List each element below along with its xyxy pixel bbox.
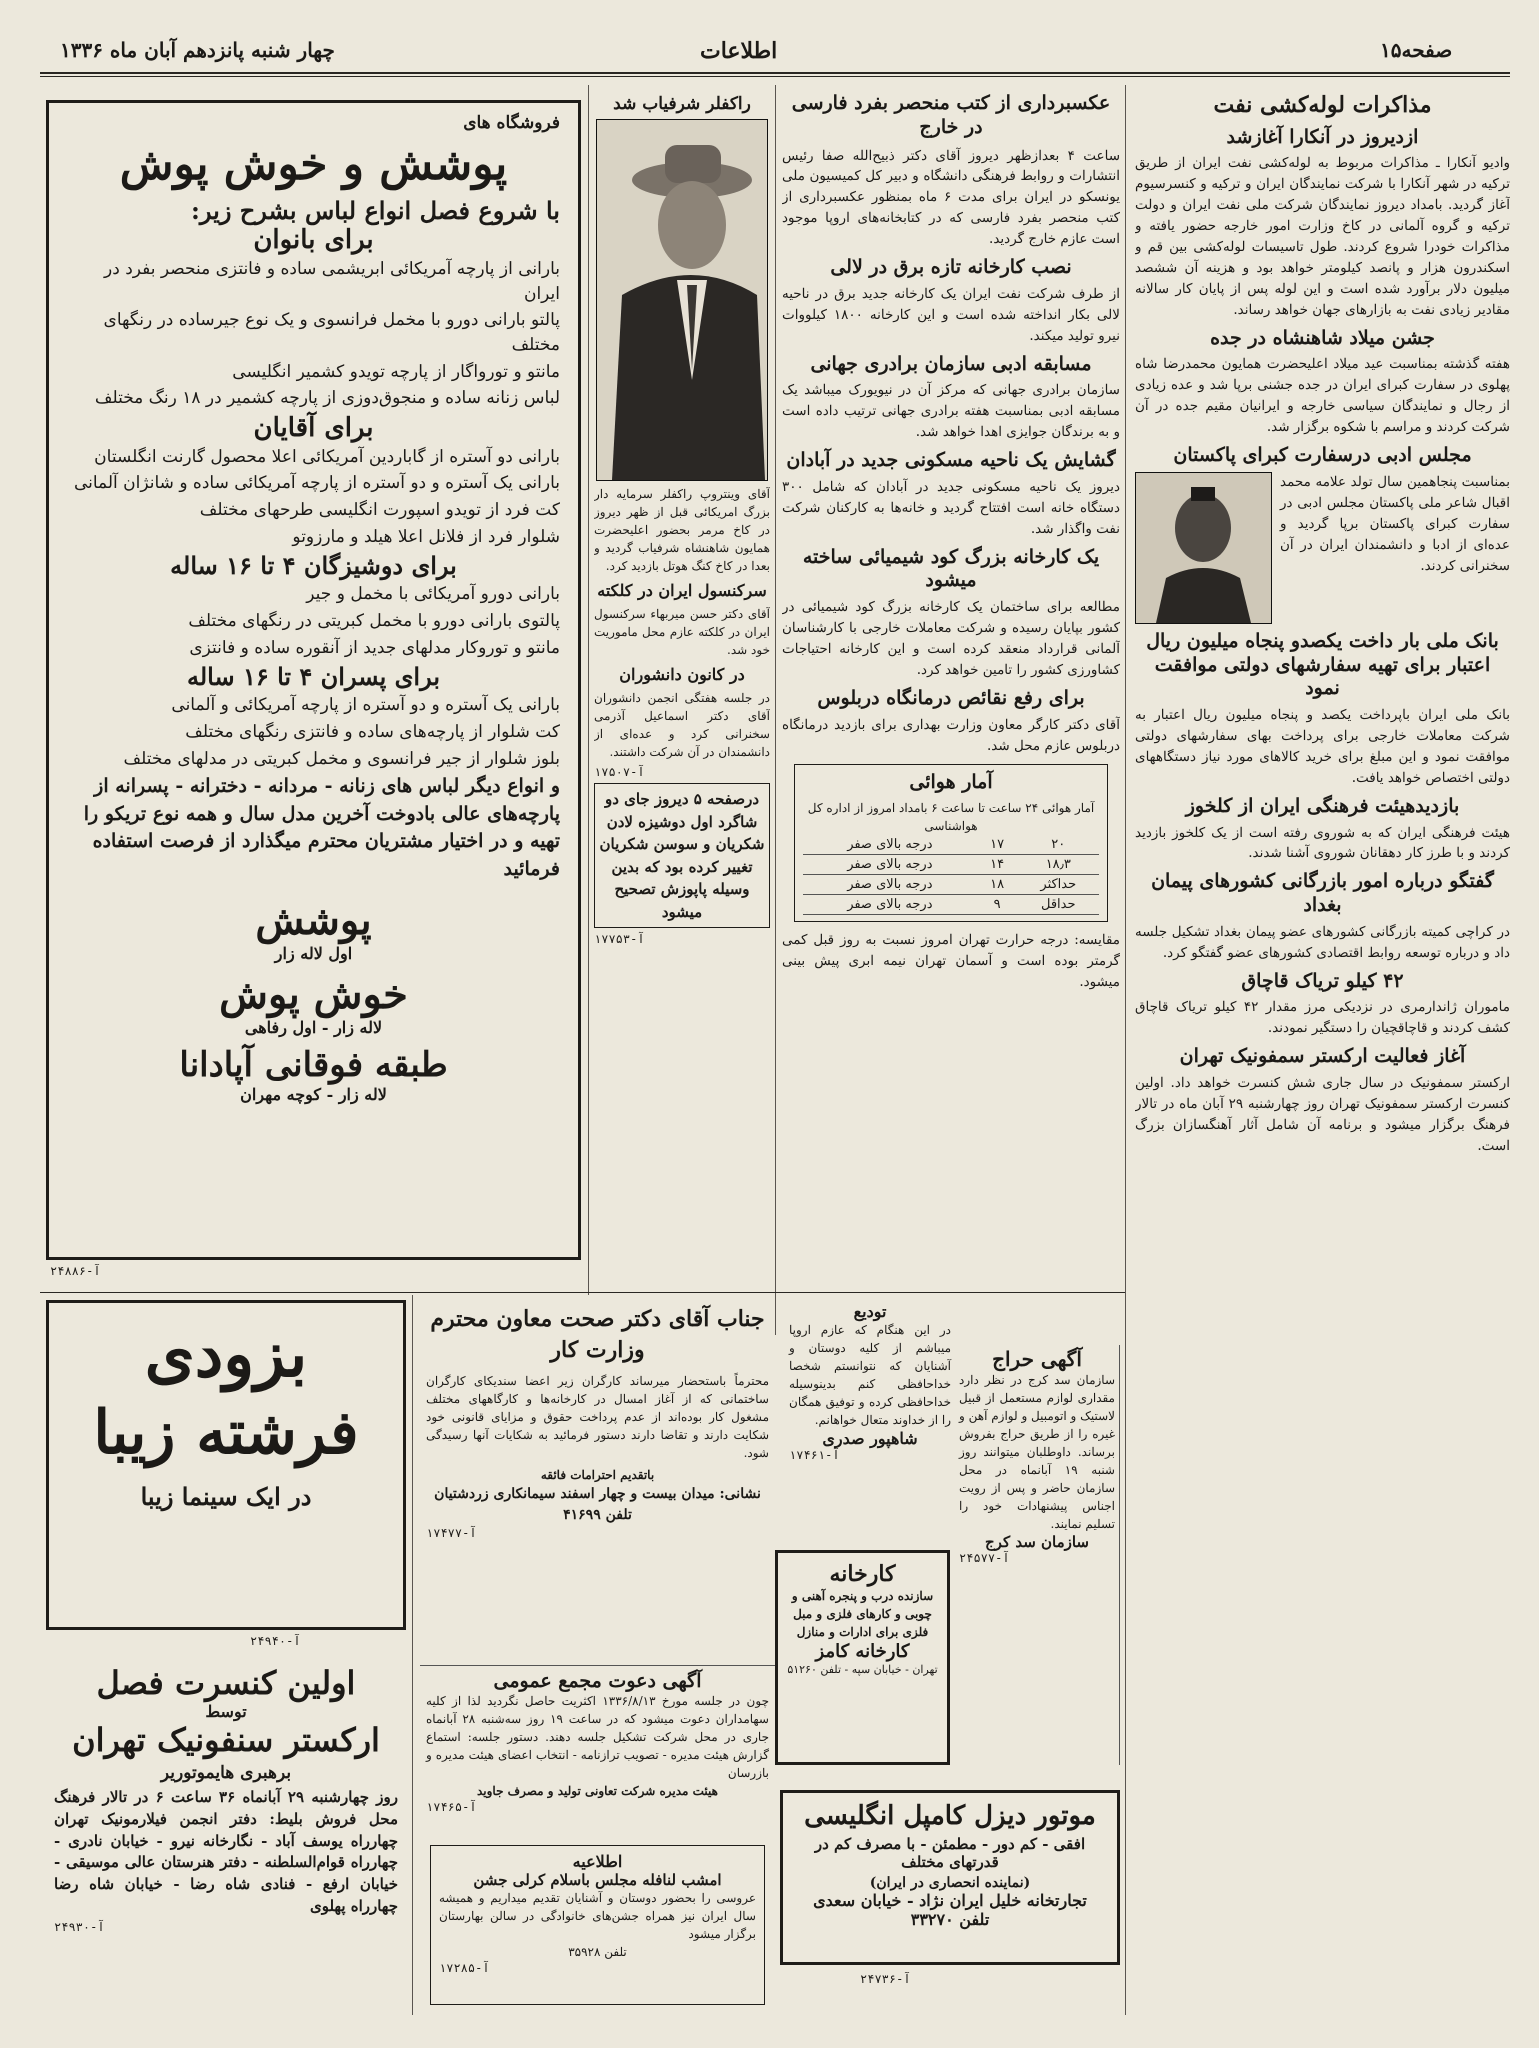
weather-note: مقایسه: درجه حرارت تهران امروز نسبت به روز قبل کمی گرمتر بوده است و آسمان تهران نیمه ابری پیش بینی میشود.	[782, 932, 1120, 991]
concert-by: توسط	[205, 1702, 247, 1721]
weather-title: آمار هوائی	[909, 771, 993, 794]
factory-brand: کارخانه کامز	[815, 1641, 910, 1662]
weather-row: ۲۰ ۱۷ درجه بالای صفر	[803, 835, 1099, 855]
concert-details: روز چهارشنبه ۲۹ آبانماه ۳۶ ساعت ۶ در تالار فرهنگ محل فروش بلیط: دفتر انجمن فیلارمونیک تهران چهارراه یوسف آباد - نگارخانه نیرو - خیابان نادری - چهارراه قوام‌السلطنه - دفتر هنرستان عالی موسیقی - خیابان ارفع - فنادی شاه رضا - خیابان شاه رضا چهارراه پهلوی	[54, 1788, 398, 1915]
ad-code: آ-۱۷۴۶۱	[789, 1448, 840, 1462]
column-divider	[1125, 85, 1126, 2015]
subheadline: گفتگو درباره امور بازرگانی کشورهای پیمان بغداد	[1151, 870, 1494, 917]
engine-company: تجارتخانه خلیل ایران نژاد - خیابان سعدی	[813, 1891, 1087, 1910]
ad-code: آ-۱۷۵۰۷	[594, 765, 645, 780]
issue-date: چهار شنبه پانزدهم آبان ماه ۱۳۳۶	[60, 38, 335, 62]
subheadline: بازدیدهیئت فرهنگی ایران از کلخوز	[1185, 794, 1460, 817]
news-column-1	[1135, 88, 1510, 2013]
store-address-1: اول لاله زار	[274, 944, 353, 964]
announcement-box	[430, 1845, 765, 2005]
ad-code: آ-۲۴۹۳۰	[54, 1919, 105, 1934]
letter-text: محترماً باستحضار میرساند کارگران زیر اعضا سندیکای کارگران ساختمانی که از آغاز امسال در کارخانه‌ها و کارگاههای مختلف مشغول کار بوده‌اند از عدم پرداخت حقوق و مزایای قانونی خود شکایت دارند و تقاضا دارند دستور فرمائید به شکایات آنها رسیدگی شود.	[426, 1373, 769, 1460]
store-address-2: لاله زار - اول رفاهی	[244, 1018, 383, 1038]
article-text: در کراچی کمیته بازرگانی کشورهای عضو پیمان بغداد تشکیل جلسه داد و درباره توسعه روابط اقتصادی کشورهای عضو گفتگو کرد.	[1135, 923, 1510, 961]
ad-code: آ-۲۴۷۳۶	[860, 1972, 911, 1986]
ad-code: آ-۱۷۲۸۵	[439, 1961, 490, 1975]
auction-sign: سازمان سد کرج	[985, 1533, 1089, 1551]
portrait-figure	[1136, 473, 1271, 623]
article-text: ارکستر سمفونیک در سال جاری شش کنسرت خواهد داد. اولین کنسرت ارکستر سمفونیک تهران روز چهارشنبه ۲۹ آبان ماه در تالار فرهنگ برگزار میشود و برنامه آن شامل آثار آهنگسازان بزرگ است.	[1135, 1075, 1510, 1154]
subheadline: سرکنسول ایران در کلکته	[597, 581, 767, 601]
masthead-rule-thin	[40, 76, 1510, 77]
coming-soon: بزودی	[144, 1317, 308, 1392]
assembly-sign: هیئت مدیره شرکت تعاونی تولید و مصرف جاوید	[477, 1784, 718, 1798]
photo-caption: آقای وینتروپ راکفلر سرمایه دار بزرگ امریکائی قبل از ظهر دیروز در کاخ مرمر بحضور اعلیحضرت همایون شاهنشاه شرفیاب گردید و بعدا در کاخ کنگ هوتل بازدید کرد.	[594, 487, 770, 574]
ad-item: پالتوی بارانی دورو با مخمل کبریتی در رنگهای مختلف	[188, 611, 560, 632]
store-brand: پوشش و خوش پوش	[119, 139, 508, 190]
news-column-3	[594, 88, 770, 1288]
article-text: هیئت فرهنگی ایران که به شوروی رفته است از یک کلخوز بازدید کردند و با طرز کار دهقانان شوروی آشنا شدند.	[1135, 824, 1510, 862]
film-title: فرشته زیبا	[93, 1397, 359, 1468]
ad-item: بارانی دورو آمریکائی با مخمل و جیر	[306, 584, 560, 605]
subheadline: ۴۲ کیلو تریاک قاچاق	[1241, 969, 1404, 992]
concert-ad	[46, 1660, 406, 2010]
subheadline: ازدیروز در آنکارا آغازشد	[1226, 125, 1419, 148]
assembly-title: آگهی دعوت مجمع عمومی	[493, 1670, 702, 1692]
correction-notice: درصفحه ۵ دیروز جای دو شاگرد اول دوشیزه لادن شکریان و سوسن شکریان تغییر کرده بود که بدین وسیله پاپوزش تصحیح میشود	[594, 783, 770, 928]
article-text: در جلسه هفتگی انجمن دانشوران آقای دکتر اسماعیل آذرمی سخنرانی کرد و عده‌ای از دانشمندان در آن شرکت داشتند.	[594, 691, 770, 760]
farewell-text: در این هنگام که عازم اروپا میباشم از کلیه دوستان و آشنایان که نتوانستم شخصا خداحافظی کنم بدینوسیله خداحافظی کرده و توفیق همگان را از خداوند متعال خواهانم.	[789, 1323, 951, 1427]
weather-intro: آمار هوائی ۲۴ ساعت تا ساعت ۶ بامداد امروز از اداره کل هواشناسی	[807, 801, 1095, 834]
weather-row: ۱۸٫۳ ۱۴ درجه بالای صفر	[803, 855, 1099, 875]
ad-item: بارانی یک آستره و دو آستره از پارچه آمریکائی و آلمانی	[171, 695, 560, 716]
ad-code: آ-۱۷۷۵۳	[594, 932, 645, 947]
ad-item: مانتو و توروکار مدلهای جدید از آنقوره ساده و فانتزی	[189, 637, 560, 658]
page-number: صفحه۱۵	[1380, 38, 1453, 62]
factory-text: سازنده درب و پنجره آهنی و چوبی و کارهای فلزی و مبل فلزی برای ادارات و منازل	[791, 1589, 934, 1639]
store-name-2: خوش پوش	[219, 971, 408, 1019]
weather-box	[794, 764, 1108, 922]
column-divider	[588, 85, 589, 1295]
ad-item: بارانی دو آستره از گاباردین آمریکائی اعلا محصول گارنت انگلستان	[94, 446, 560, 467]
ad-item: بارانی یک آستره و دو آستره از پارچه آمریکائی ساده و شانژان آلمانی	[73, 473, 560, 494]
store-name-1: پوشش	[255, 897, 372, 945]
letter-sign: باتقدیم احترامات فائقه	[540, 1467, 655, 1482]
ad-item: پالتو بارانی دورو با مخمل فرانسوی و یک نوع جیرساده در رنگهای مختلف	[103, 310, 560, 355]
article-text: هفته گذشته بمناسبت عید میلاد اعلیحضرت همایون محمدرضا شاه پهلوی در سفارت کبرای ایران در جده جشنی برپا شد و عده زیادی از رجال و نمایندگان سیاسی خارجه و ایرانیان مقیم جده در آن شرکت کردند و مراسم با شکوه برگزار شد.	[1135, 356, 1510, 436]
factory-address: تهران - خیابان سپه - تلفن ۵۱۲۶۰	[787, 1663, 938, 1676]
ad-item: کت شلوار از پارچه‌های ساده و فانتزی رنگهای مختلف	[185, 721, 560, 742]
photo-figure	[597, 120, 767, 480]
rockefeller-photo	[596, 119, 768, 481]
section-rule	[40, 1292, 1125, 1293]
announcement-text: عروسی را بحضور دوستان و آشنایان تقدیم میداریم و همیشه سال ایران نیز همراه جشن‌های خانوادگی در سالن بهارستان برگزار میشود	[439, 1891, 756, 1941]
subheadline: مسابقه ادبی سازمان برادری جهانی	[810, 352, 1092, 375]
subheadline: نصب کارخانه تازه برق در لالی	[830, 256, 1072, 279]
ad-code: آ-۱۷۴۶۵	[426, 1800, 477, 1814]
factory-top: کارخانه	[829, 1561, 896, 1587]
labor-ministry-letter	[420, 1300, 775, 1660]
weather-table	[803, 835, 1099, 915]
announcement-title: اطلاعیه	[572, 1852, 623, 1871]
article-text: از طرف شرکت نفت ایران یک کارخانه جدید برق در ناحیه لالی بکار انداخته شده است و این کارخانه ۱۸۰۰ کیلووات نیرو تولید میکند.	[782, 285, 1120, 344]
subheadline: برای رفع نقائص درمانگاه دربلوس	[817, 686, 1085, 709]
auction-notice	[955, 1345, 1120, 1765]
section-men: برای آقایان	[253, 412, 374, 443]
orchestra-name: ارکستر سنفونیک تهران	[72, 1721, 380, 1759]
article-text: دیروز یک ناحیه مسکونی جدید در آبادان که شامل ۳۰۰ دستگاه خانه است افتتاح گردید و خانه‌ها به کارکنان شرکت نفت واگذار شد.	[782, 478, 1120, 537]
ad-item: مانتو و تورواگار از پارچه تویدو کشمیر انگلیسی	[232, 361, 560, 382]
masthead-rule	[40, 72, 1510, 74]
factory-ad	[775, 1550, 950, 1765]
engine-title: موتور دیزل کامپل انگلیسی	[804, 1801, 1096, 1831]
engine-sub: افقی - کم دور - مطمئن - با مصرف کم در قدرتهای مختلف	[814, 1835, 1086, 1871]
ad-item: بلوز شلوار از جیر فرانسوی و مخمل کبریتی در مدلهای مختلف	[123, 748, 560, 769]
general-assembly-notice	[420, 1665, 775, 1835]
article-text: وادیو آنکارا ـ مذاکرات مربوط به لوله‌کشی نفت ایران از طریق ترکیه در شهر آنکارا با شرکت نمایندگان ایران و ترکیه و کنسرسیوم آغاز گردید. بامداد دیروز نمایندگان شرکت ملی نفت ایران و دولت ترکیه و گروه آلمانی در کاخ وزارت امور خارجه حضور یافته و مذاکرات خودرا شروع کردند. طول تاسیسات لوله‌کشی بین قم و اسکندرون هزار و پانصد کیلومتر خواهد بود و هزینه آن ششصد میلیون دلار برآورد شده است و این لوله پس از پایان کار سالانه مقادیر زیادی نفت به بازارهای جهان خواهد رساند.	[1135, 155, 1510, 318]
ad-item: بارانی از پارچه آمریکائی ابریشمی ساده و فانتزی منحصر بفرد در ایران	[104, 259, 560, 304]
subheadline: در کانون دانشوران	[619, 665, 745, 685]
subheadline: بانک ملی بار داخت یکصدو پنجاه میلیون ریال اعتبار برای تهیه سفارشهای دولتی موافقت نمود	[1146, 629, 1499, 700]
letter-address: نشانی: میدان بیست و چهار اسفند سیمانکاری زردشتیان تلفن ۴۱۶۹۹	[434, 1485, 761, 1523]
ad-code: آ-۱۷۴۷۷	[426, 1525, 477, 1540]
article-text: بانک ملی ایران باپرداخت یکصد و پنجاه میلیون ریال اعتبار به شرکت معاملات خارجی برای پرداخت بهای سفارشهای دولتی موافقت نمود و این مبلغ برای خرید کالاهای مورد نیاز دستگاههای دولتی اختصاص خواهد یافت.	[1135, 707, 1510, 786]
ad-item: لباس زنانه ساده و منجوق‌دوزی از پارچه کشمیر در ۱۸ رنگ مختلف	[94, 388, 560, 409]
letter-title: جناب آقای دکتر صحت معاون محترم وزارت کار	[430, 1306, 765, 1363]
column-divider	[775, 85, 776, 1335]
article-text: مطالعه برای ساختمان یک کارخانه بزرگ کود شیمیائی در کشور بپایان رسیده و شرکت معاملات خارجی با کارشناسان آلمانی قرارداد منعقد کرده است و این کارخانه احتیاجات کشاورزی کشور را تامین خواهد کرد.	[782, 599, 1120, 678]
weather-row: حداقل ۹ درجه بالای صفر	[803, 895, 1099, 915]
farewell-name: شاهپور صدری	[822, 1429, 918, 1448]
article-text: آقای دکتر کارگر معاون وزارت بهداری برای بازدید درمانگاه دربلوس عازم محل شد.	[782, 716, 1120, 754]
film-ad	[46, 1300, 406, 1630]
news-column-2	[782, 88, 1120, 1288]
column-divider	[412, 1295, 413, 2015]
ad-code: آ-۲۴۹۴۰	[250, 1634, 301, 1648]
article-text: سازمان برادری جهانی که مرکز آن در نیویورک میباشد یک مسابقه ادبی بمناسبت هفته برادری جهانی ترتیب داده است و به برندگان جوایزی اهدا خواهد شد.	[782, 382, 1120, 441]
headline: راکفلر شرفیاب شد	[613, 94, 751, 114]
ad-closing: و انواع دیگر لباس های زنانه - مردانه - دخترانه - پسرانه از پارچه‌های عالی بادوخت آخرین مدل سال و همه نوع تریکو را تهیه و در اختیار مشتریان محترم میگذارد از فرصت استفاده فرمائید	[83, 775, 560, 880]
ad-item: کت فرد از تویدو اسپورت انگلیسی طرحهای مختلف	[199, 500, 560, 521]
subheadline: جشن میلاد شاهنشاه در جده	[1210, 326, 1435, 349]
headline: مذاکرات لوله‌کشی نفت	[1213, 92, 1432, 118]
section-women: برای بانوان	[253, 225, 374, 255]
auction-text: سازمان سد کرج در نظر دارد مقداری لوازم مستعمل از قبیل لاستیک و اتومبیل و لوازم آهن و غیره را از طریق حراج بفروش برساند. داوطلبان میتوانند روز شنبه ۱۹ آبانماه در محل سازمان حاضر و پس از رویت اجناس پیشنهادات خود را تسلیم نمایند.	[959, 1373, 1115, 1531]
subheadline: آغاز فعالیت ارکستر سمفونیک تهران	[1179, 1045, 1466, 1068]
store-name-3: طبقه فوقانی آپادانا	[179, 1045, 448, 1086]
clothing-store-ad	[46, 100, 581, 1260]
announcement-line: امشب لنافله مجلس باسلام کرلی جشن	[473, 1871, 722, 1889]
engine-phone: تلفن ۳۳۲۷۰	[910, 1910, 990, 1929]
ad-top-label: فروشگاه های	[463, 113, 560, 133]
article-text: بمناسبت پنجاهمین سال تولد علامه محمد اقبال شاعر ملی پاکستان مجلس ادبی در سفارت کبرای پاکستان برپا گردید و عده‌ای از ادبا و دانشمندان ایران در آن سخنرانی کردند.	[1280, 473, 1510, 574]
cinema-name: در ایک سینما زیبا	[140, 1481, 312, 1511]
weather-row: حداکثر ۱۸ درجه بالای صفر	[803, 875, 1099, 895]
ad-lead: با شروع فصل انواع لباس بشرح زیر:	[191, 196, 560, 225]
subheadline: گشایش یک ناحیه مسکونی جدید در آبادان	[786, 449, 1116, 472]
headline: عکسبرداری از کتب منحصر بفرد فارسی در خارج	[791, 92, 1111, 138]
store-address-3: لاله زار - کوچه مهران	[240, 1085, 387, 1105]
article-text: آقای دکتر حسن میربهاء سرکنسول ایران در کلکته عازم محل ماموریت خود شد.	[594, 607, 770, 658]
article-text: ماموران ژاندارمری در نزدیکی مرز مقدار ۴۲ کیلو تریاک قاچاق کشف کردند و قاچاقچیان را دستگیر نمودند.	[1135, 999, 1510, 1037]
concert-title: اولین کنسرت فصل	[96, 1664, 356, 1702]
engine-agent: (نماینده انحصاری در ایران)	[869, 1875, 1031, 1891]
section-girls: برای دوشیزگان ۴ تا ۱۶ ساله	[170, 551, 457, 581]
portrait-photo	[1135, 472, 1272, 624]
announcement-phone: تلفن ۳۵۹۲۸	[568, 1945, 627, 1959]
section-boys: برای پسران ۴ تا ۱۶ ساله	[186, 662, 441, 692]
farewell-title: توديع	[853, 1302, 887, 1321]
diesel-engine-ad	[780, 1790, 1120, 1965]
auction-title: آگهی حراج	[992, 1347, 1082, 1371]
subheadline: یک کارخانه بزرگ کود شیمیائی ساخته میشود	[802, 545, 1100, 592]
assembly-text: چون در جلسه مورخ ۱۳۳۶/۸/۱۳ اکثریت حاصل نگردید لذا از کلیه سهامداران دعوت میشود که در ساعت ۱۹ روز سه‌شنبه ۲۸ آبانماه جاری در محل شرکت تشکیل جلسه دهند. دستور جلسه: استماع گزارش هیئت مدیره - تصویب ترازنامه - انتخاب اعضای هیئت مدیره و بازرسان	[426, 1694, 769, 1780]
subheadline: مجلس ادبی درسفارت کبرای پاکستان	[1173, 444, 1472, 467]
article-text: ساعت ۴ بعدازظهر دیروز آقای دکتر ذبیح‌الله صفا رئیس انتشارات و روابط فرهنگی دانشگاه و دبیر کل کمیسیون ملی یونسکو در ایران برای مدت ۶ ماه بمنظور عکسبرداری از کتب منحصر بفرد فارسی که در کتابخانه‌های اروپا موجود است عازم خارج گردید.	[782, 147, 1120, 248]
ad-item: شلوار فرد از فلانل اعلا هیلد و مارزوتو	[292, 526, 560, 547]
farewell-notice	[785, 1300, 955, 1540]
paper-name: اطلاعات	[700, 38, 778, 64]
conductor: برهبری هایموتوریر	[160, 1763, 292, 1783]
ad-code: آ-۲۴۵۷۷	[959, 1551, 1010, 1565]
ad-code: آ-۲۴۸۸۶	[50, 1264, 101, 1278]
